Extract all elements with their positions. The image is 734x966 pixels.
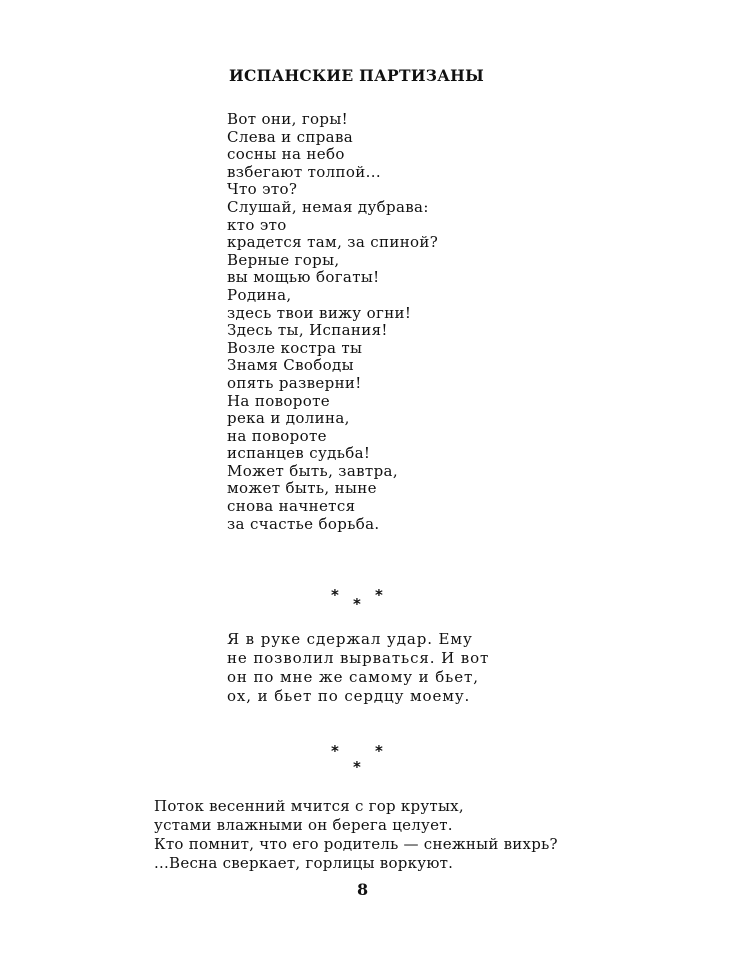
poem-line: на повороте bbox=[227, 426, 327, 445]
poem-line: Знамя Свободы bbox=[227, 356, 354, 375]
poem-line: Слушай, немая дубрава: bbox=[227, 197, 429, 216]
poem-line: Кто помнит, что его родитель — снежный вихрь? bbox=[154, 835, 558, 853]
poem-line: Здесь ты, Испания! bbox=[227, 321, 388, 340]
poem-line: Поток весенний мчится с гор крутых, bbox=[154, 797, 464, 815]
poem-line: Вот они, горы! bbox=[227, 110, 349, 128]
asterisk: * bbox=[353, 595, 361, 613]
poem-line: Слева и справа bbox=[227, 127, 354, 146]
poem-line: Может быть, завтра, bbox=[227, 461, 398, 480]
asterisk: * bbox=[331, 586, 339, 604]
asterisk: * bbox=[331, 742, 339, 760]
asterisk: * bbox=[375, 586, 383, 604]
poem-line: взбегают толпой... bbox=[227, 162, 381, 181]
poem-quatrain bbox=[227, 630, 489, 706]
asterism-separator bbox=[322, 583, 392, 617]
poem-title: ИСПАНСКИЕ ПАРТИЗАНЫ bbox=[229, 66, 485, 85]
poem-line: вы мощью богаты! bbox=[227, 268, 380, 287]
poem-line: здесь твои вижу огни! bbox=[227, 303, 412, 322]
poem-line: сосны на небо bbox=[227, 145, 345, 164]
poem-line: не позволил вырваться. И вот bbox=[227, 649, 490, 667]
poem-line: ...Весна сверкает, горлицы воркуют. bbox=[154, 854, 454, 872]
poem-line: Верные горы, bbox=[227, 250, 340, 269]
asterisk: * bbox=[353, 758, 361, 776]
poem-line: река и долина, bbox=[227, 409, 350, 428]
poem-line: Что это? bbox=[227, 180, 298, 199]
asterisk: * bbox=[375, 742, 383, 760]
poem-line: Родина, bbox=[227, 285, 292, 304]
poem-line: он по мне же самому и бьет, bbox=[227, 668, 479, 686]
poem-line: крадется там, за спиной? bbox=[227, 233, 439, 252]
poem-line: Я в руке сдержал удар. Ему bbox=[227, 630, 473, 648]
page-number: 8 bbox=[357, 880, 369, 899]
poem-spring-stream bbox=[154, 797, 558, 873]
poem-line: может быть, ныне bbox=[227, 479, 377, 498]
poem-line: ох, и бьет по сердцу моему. bbox=[227, 687, 471, 705]
poem-spanish-partisans bbox=[227, 111, 438, 533]
poem-line: На повороте bbox=[227, 391, 330, 410]
poem-line: кто это bbox=[227, 215, 287, 234]
asterism-separator bbox=[322, 740, 392, 774]
poem-line: испанцев судьба! bbox=[227, 444, 371, 463]
poem-line: Возле костра ты bbox=[227, 338, 363, 357]
poem-line: опять разверни! bbox=[227, 373, 362, 392]
poem-line: устами влажными он берега целует. bbox=[154, 816, 453, 834]
poem-line: снова начнется bbox=[227, 497, 356, 516]
poem-line: за счастье борьба. bbox=[227, 514, 380, 533]
